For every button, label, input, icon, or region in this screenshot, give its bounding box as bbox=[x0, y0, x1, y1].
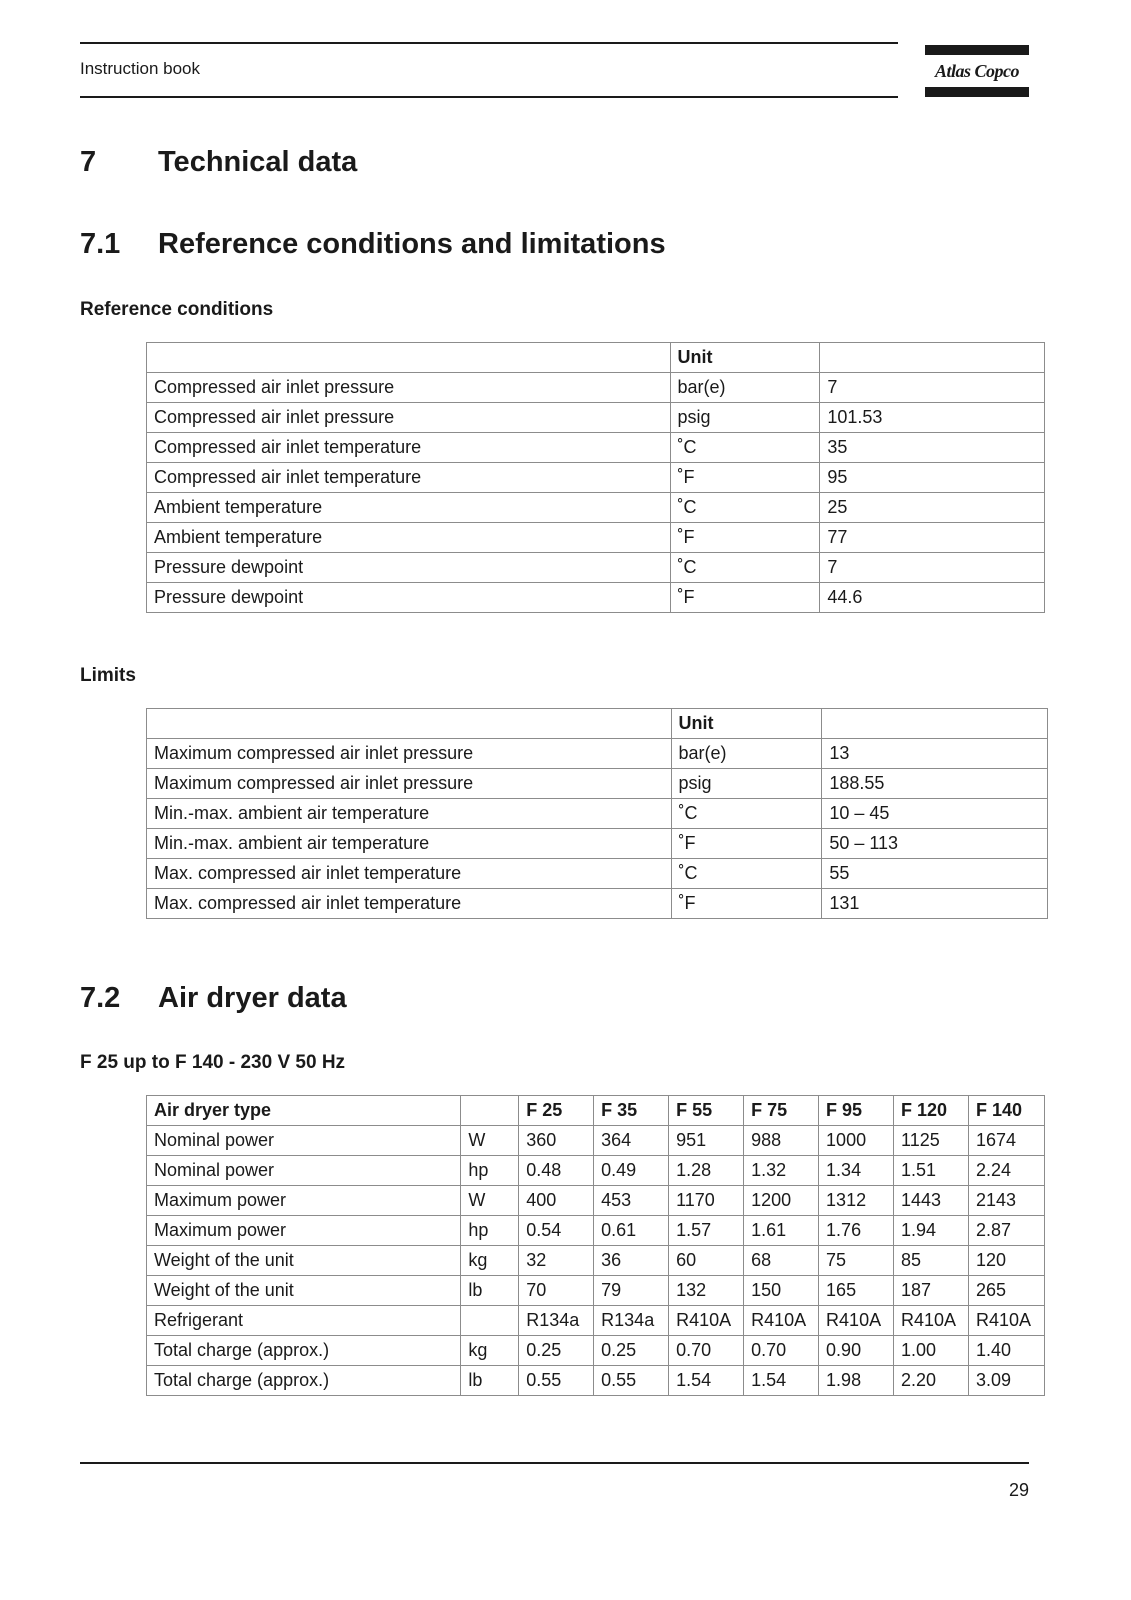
row-label: Nominal power bbox=[147, 1156, 461, 1186]
table-row bbox=[147, 1186, 1045, 1216]
row-value: 2143 bbox=[968, 1186, 1044, 1216]
row-unit: ˚F bbox=[670, 583, 820, 613]
row-value: 150 bbox=[744, 1276, 819, 1306]
row-value: 951 bbox=[669, 1126, 744, 1156]
row-unit: bar(e) bbox=[671, 739, 822, 769]
row-unit: lb bbox=[461, 1276, 519, 1306]
row-label: Total charge (approx.) bbox=[147, 1336, 461, 1366]
table-row bbox=[147, 553, 1045, 583]
row-value: 132 bbox=[669, 1276, 744, 1306]
header-cell-empty bbox=[461, 1096, 519, 1126]
row-unit: ˚F bbox=[671, 829, 822, 859]
row-value: 1.57 bbox=[669, 1216, 744, 1246]
row-value: 1.00 bbox=[894, 1336, 969, 1366]
row-unit: kg bbox=[461, 1246, 519, 1276]
row-value: 1.76 bbox=[819, 1216, 894, 1246]
row-value: 265 bbox=[968, 1276, 1044, 1306]
header-cell-model: F 35 bbox=[594, 1096, 669, 1126]
row-value: 453 bbox=[594, 1186, 669, 1216]
row-value: 0.70 bbox=[669, 1336, 744, 1366]
row-value: 95 bbox=[820, 463, 1045, 493]
row-value: R134a bbox=[519, 1306, 594, 1336]
table-row bbox=[147, 523, 1045, 553]
row-value: 36 bbox=[594, 1246, 669, 1276]
header-cell-air-dryer-type: Air dryer type bbox=[147, 1096, 461, 1126]
row-value: 1.54 bbox=[744, 1366, 819, 1396]
row-unit: hp bbox=[461, 1216, 519, 1246]
row-value: 7 bbox=[820, 553, 1045, 583]
row-value: 1170 bbox=[669, 1186, 744, 1216]
row-unit: kg bbox=[461, 1336, 519, 1366]
header-cell-empty bbox=[147, 709, 672, 739]
row-value: 0.55 bbox=[594, 1366, 669, 1396]
table-row bbox=[147, 859, 1048, 889]
table-row bbox=[147, 583, 1045, 613]
row-label: Max. compressed air inlet temperature bbox=[147, 859, 672, 889]
row-value: 1674 bbox=[968, 1126, 1044, 1156]
table-row bbox=[147, 1366, 1045, 1396]
row-unit: ˚C bbox=[671, 799, 822, 829]
table-row bbox=[147, 1216, 1045, 1246]
table-row bbox=[147, 433, 1045, 463]
section-title: Air dryer data bbox=[158, 982, 347, 1014]
header-cell-unit: Unit bbox=[671, 709, 822, 739]
row-label: Compressed air inlet pressure bbox=[147, 373, 671, 403]
header-cell-unit: Unit bbox=[670, 343, 820, 373]
row-unit: psig bbox=[671, 769, 822, 799]
row-value: 0.55 bbox=[519, 1366, 594, 1396]
row-unit: ˚C bbox=[671, 859, 822, 889]
row-label: Refrigerant bbox=[147, 1306, 461, 1336]
row-value: 1.61 bbox=[744, 1216, 819, 1246]
table-row bbox=[147, 463, 1045, 493]
row-value: 55 bbox=[822, 859, 1048, 889]
table-row bbox=[147, 1126, 1045, 1156]
table-row bbox=[147, 1306, 1045, 1336]
row-value: 1.32 bbox=[744, 1156, 819, 1186]
row-value: 165 bbox=[819, 1276, 894, 1306]
row-label: Compressed air inlet temperature bbox=[147, 433, 671, 463]
row-value: 1200 bbox=[744, 1186, 819, 1216]
row-label: Pressure dewpoint bbox=[147, 553, 671, 583]
row-value: 0.54 bbox=[519, 1216, 594, 1246]
air-dryer-data-table bbox=[146, 1095, 1045, 1396]
table-row bbox=[147, 799, 1048, 829]
table-row bbox=[147, 1336, 1045, 1366]
row-value: R410A bbox=[744, 1306, 819, 1336]
header-bottom-rule bbox=[80, 96, 898, 98]
row-label: Nominal power bbox=[147, 1126, 461, 1156]
row-value: 0.61 bbox=[594, 1216, 669, 1246]
row-value: 1.40 bbox=[968, 1336, 1044, 1366]
section-7-heading bbox=[80, 146, 357, 179]
row-unit bbox=[461, 1306, 519, 1336]
row-value: 1.51 bbox=[894, 1156, 969, 1186]
row-unit: ˚F bbox=[670, 523, 820, 553]
row-value: 0.70 bbox=[744, 1336, 819, 1366]
row-unit: psig bbox=[670, 403, 820, 433]
row-value: 50 – 113 bbox=[822, 829, 1048, 859]
row-value: 32 bbox=[519, 1246, 594, 1276]
row-value: 1125 bbox=[894, 1126, 969, 1156]
table-row bbox=[147, 739, 1048, 769]
row-value: 1.28 bbox=[669, 1156, 744, 1186]
row-unit: bar(e) bbox=[670, 373, 820, 403]
row-value: R410A bbox=[894, 1306, 969, 1336]
row-value: R410A bbox=[968, 1306, 1044, 1336]
row-unit: lb bbox=[461, 1366, 519, 1396]
section-number: 7.2 bbox=[80, 982, 121, 1014]
row-label: Compressed air inlet temperature bbox=[147, 463, 671, 493]
row-value: 0.25 bbox=[594, 1336, 669, 1366]
row-value: 988 bbox=[744, 1126, 819, 1156]
row-unit: W bbox=[461, 1186, 519, 1216]
header-cell-empty bbox=[822, 709, 1048, 739]
row-value: 77 bbox=[820, 523, 1045, 553]
row-value: 2.20 bbox=[894, 1366, 969, 1396]
row-label: Max. compressed air inlet temperature bbox=[147, 889, 672, 919]
header-cell-model: F 55 bbox=[669, 1096, 744, 1126]
section-title: Technical data bbox=[158, 146, 358, 178]
row-value: 60 bbox=[669, 1246, 744, 1276]
row-value: 188.55 bbox=[822, 769, 1048, 799]
atlas-copco-logo bbox=[925, 45, 1029, 97]
row-value: R134a bbox=[594, 1306, 669, 1336]
row-value: 10 – 45 bbox=[822, 799, 1048, 829]
row-value: 68 bbox=[744, 1246, 819, 1276]
table-row bbox=[147, 1276, 1045, 1306]
row-value: 0.49 bbox=[594, 1156, 669, 1186]
row-label: Weight of the unit bbox=[147, 1276, 461, 1306]
row-value: 120 bbox=[968, 1246, 1044, 1276]
table-header-row bbox=[147, 1096, 1045, 1126]
section-7-1-heading bbox=[80, 228, 666, 261]
row-label: Min.-max. ambient air temperature bbox=[147, 799, 672, 829]
table-row bbox=[147, 1246, 1045, 1276]
row-label: Total charge (approx.) bbox=[147, 1366, 461, 1396]
row-value: R410A bbox=[819, 1306, 894, 1336]
section-number: 7 bbox=[80, 146, 97, 178]
row-value: 101.53 bbox=[820, 403, 1045, 433]
header-cell-empty bbox=[147, 343, 671, 373]
section-number: 7.1 bbox=[80, 228, 121, 260]
table-row bbox=[147, 1156, 1045, 1186]
dryer-data-heading: F 25 up to F 140 - 230 V 50 Hz bbox=[80, 1052, 346, 1073]
row-value: 35 bbox=[820, 433, 1045, 463]
header-top-rule bbox=[80, 42, 898, 44]
table-row bbox=[147, 769, 1048, 799]
row-value: 360 bbox=[519, 1126, 594, 1156]
table-row bbox=[147, 829, 1048, 859]
header-cell-model: F 120 bbox=[894, 1096, 969, 1126]
row-unit: ˚C bbox=[670, 553, 820, 583]
reference-conditions-table bbox=[146, 342, 1045, 613]
row-label: Weight of the unit bbox=[147, 1246, 461, 1276]
header-title: Instruction book bbox=[80, 59, 201, 78]
row-value: 1312 bbox=[819, 1186, 894, 1216]
header-cell-model: F 95 bbox=[819, 1096, 894, 1126]
row-value: 75 bbox=[819, 1246, 894, 1276]
table-header-row bbox=[147, 343, 1045, 373]
row-value: 1443 bbox=[894, 1186, 969, 1216]
row-label: Min.-max. ambient air temperature bbox=[147, 829, 672, 859]
header-cell-model: F 75 bbox=[744, 1096, 819, 1126]
row-value: 400 bbox=[519, 1186, 594, 1216]
row-value: 187 bbox=[894, 1276, 969, 1306]
row-unit: ˚C bbox=[670, 493, 820, 523]
table-row bbox=[147, 493, 1045, 523]
page-number: 29 bbox=[1008, 1480, 1029, 1500]
row-label: Ambient temperature bbox=[147, 523, 671, 553]
row-label: Pressure dewpoint bbox=[147, 583, 671, 613]
row-value: 79 bbox=[594, 1276, 669, 1306]
row-value: 44.6 bbox=[820, 583, 1045, 613]
row-value: 1000 bbox=[819, 1126, 894, 1156]
logo-wordmark: Atlas Copco bbox=[934, 61, 1019, 81]
row-label: Maximum compressed air inlet pressure bbox=[147, 739, 672, 769]
header-cell-model: F 140 bbox=[968, 1096, 1044, 1126]
row-label: Ambient temperature bbox=[147, 493, 671, 523]
footer-rule bbox=[80, 1462, 1029, 1464]
row-value: 85 bbox=[894, 1246, 969, 1276]
header-cell-empty bbox=[820, 343, 1045, 373]
row-value: 7 bbox=[820, 373, 1045, 403]
row-unit: hp bbox=[461, 1156, 519, 1186]
row-value: 13 bbox=[822, 739, 1048, 769]
reference-conditions-heading: Reference conditions bbox=[80, 299, 274, 320]
row-unit: ˚F bbox=[670, 463, 820, 493]
row-value: 0.90 bbox=[819, 1336, 894, 1366]
section-7-2-heading bbox=[80, 982, 347, 1015]
row-value: 0.25 bbox=[519, 1336, 594, 1366]
table-row bbox=[147, 373, 1045, 403]
limits-heading: Limits bbox=[80, 665, 136, 686]
row-value: 25 bbox=[820, 493, 1045, 523]
row-value: 131 bbox=[822, 889, 1048, 919]
row-value: 2.87 bbox=[968, 1216, 1044, 1246]
limits-table bbox=[146, 708, 1048, 919]
row-label: Compressed air inlet pressure bbox=[147, 403, 671, 433]
row-value: 1.34 bbox=[819, 1156, 894, 1186]
table-header-row bbox=[147, 709, 1048, 739]
row-unit: ˚C bbox=[670, 433, 820, 463]
row-value: 364 bbox=[594, 1126, 669, 1156]
row-value: 2.24 bbox=[968, 1156, 1044, 1186]
row-value: 1.54 bbox=[669, 1366, 744, 1396]
section-title: Reference conditions and limitations bbox=[158, 228, 666, 260]
row-unit: ˚F bbox=[671, 889, 822, 919]
row-value: 1.94 bbox=[894, 1216, 969, 1246]
row-value: 3.09 bbox=[968, 1366, 1044, 1396]
row-value: 1.98 bbox=[819, 1366, 894, 1396]
table-row bbox=[147, 403, 1045, 433]
row-value: 0.48 bbox=[519, 1156, 594, 1186]
row-value: 70 bbox=[519, 1276, 594, 1306]
row-label: Maximum power bbox=[147, 1186, 461, 1216]
row-label: Maximum power bbox=[147, 1216, 461, 1246]
table-row bbox=[147, 889, 1048, 919]
row-value: R410A bbox=[669, 1306, 744, 1336]
header-cell-model: F 25 bbox=[519, 1096, 594, 1126]
row-label: Maximum compressed air inlet pressure bbox=[147, 769, 672, 799]
row-unit: W bbox=[461, 1126, 519, 1156]
